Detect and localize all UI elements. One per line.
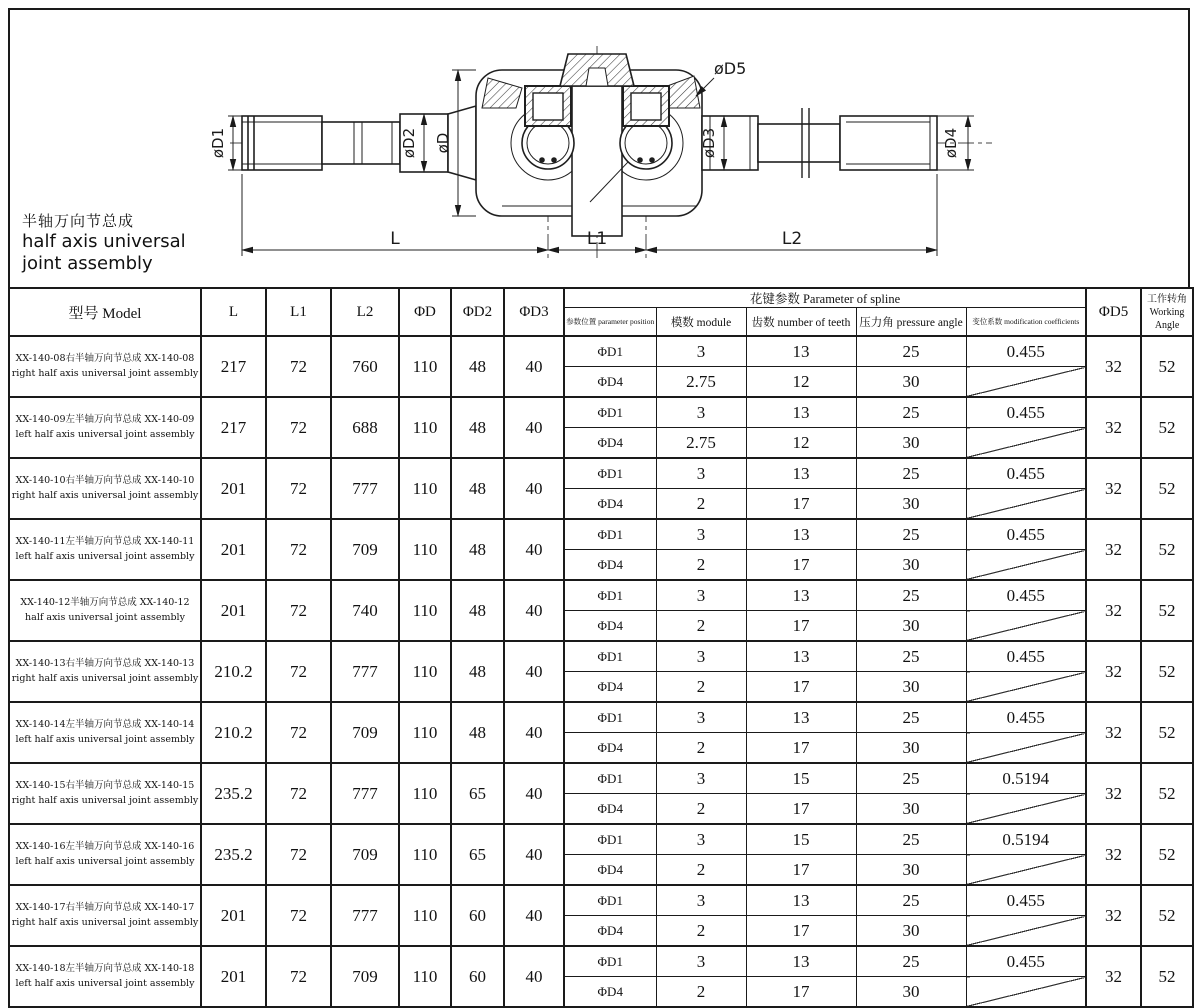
cell-d: 110 [399,336,451,397]
cell-L1: 72 [266,702,331,763]
cell-L2: 709 [331,824,399,885]
cell-module: 2 [656,794,746,825]
drawing-title-en-2: joint assembly [22,253,153,275]
cell-position: ΦD1 [564,824,656,855]
cell-position: ΦD4 [564,916,656,947]
cell-pressure: 25 [856,580,966,611]
cell-L: 201 [201,519,266,580]
cell-L1: 72 [266,946,331,1007]
cell-coeff: 0.5194 [966,763,1086,794]
cell-coeff: 0.455 [966,885,1086,916]
cell-pressure: 25 [856,885,966,916]
cell-L1: 72 [266,397,331,458]
spec-table-body [9,336,1193,1007]
label-L1: L1 [586,229,608,249]
cell-module: 2.75 [656,367,746,398]
cell-angle: 52 [1141,885,1193,946]
cell-pressure: 30 [856,855,966,886]
cell-position: ΦD4 [564,428,656,459]
cell-pressure: 30 [856,794,966,825]
cell-position: ΦD1 [564,641,656,672]
cell-pressure: 30 [856,489,966,520]
cell-d: 110 [399,397,451,458]
cell-coeff: 0.455 [966,519,1086,550]
cell-L2: 709 [331,702,399,763]
cell-d: 110 [399,519,451,580]
cell-d: 110 [399,885,451,946]
cell-position: ΦD4 [564,611,656,642]
cell-L: 201 [201,885,266,946]
cell-teeth: 12 [746,428,856,459]
cell-L1: 72 [266,336,331,397]
cell-position: ΦD4 [564,367,656,398]
model-cell: XX-140-13右半轴万向节总成 XX-140-13 right half axis universal joint assembly [9,641,201,702]
cell-module: 3 [656,702,746,733]
header-pressure-angle: 压力角 pressure angle [856,308,966,337]
cell-module: 3 [656,824,746,855]
cell-teeth: 17 [746,794,856,825]
cell-module: 3 [656,397,746,428]
cell-coeff: 0.455 [966,580,1086,611]
cell-pressure: 25 [856,397,966,428]
label-L2: L2 [781,229,803,249]
cell-d3: 40 [504,397,564,458]
cell-position: ΦD4 [564,489,656,520]
cell-angle: 52 [1141,702,1193,763]
cell-position: ΦD1 [564,763,656,794]
cell-d2: 60 [451,885,504,946]
cell-teeth: 17 [746,672,856,703]
cell-teeth: 13 [746,580,856,611]
cell-L: 210.2 [201,641,266,702]
cell-coeff: 0.455 [966,458,1086,489]
cell-teeth: 13 [746,702,856,733]
header-module: 模数 module [656,308,746,337]
cell-d2: 65 [451,824,504,885]
cell-L: 217 [201,336,266,397]
cell-d2: 48 [451,580,504,641]
cell-L2: 688 [331,397,399,458]
cell-pressure: 30 [856,550,966,581]
cell-d5: 32 [1086,641,1141,702]
cell-pressure: 30 [856,611,966,642]
cell-angle: 52 [1141,824,1193,885]
model-cell: XX-140-08右半轴万向节总成 XX-140-08 right half axis universal joint assembly [9,336,201,397]
cell-teeth: 13 [746,458,856,489]
cell-L: 217 [201,397,266,458]
cell-coeff-slash [966,916,1086,947]
cell-coeff-slash [966,794,1086,825]
cell-d5: 32 [1086,458,1141,519]
cell-module: 2 [656,550,746,581]
cell-d5: 32 [1086,763,1141,824]
table-row [9,458,1193,489]
cell-d3: 40 [504,458,564,519]
cell-coeff: 0.5194 [966,824,1086,855]
label-d3: øD3 [700,127,718,159]
cell-L1: 72 [266,885,331,946]
cell-pressure: 25 [856,702,966,733]
cell-L1: 72 [266,580,331,641]
cell-coeff-slash [966,367,1086,398]
cell-d5: 32 [1086,580,1141,641]
drawing-area [10,10,1190,287]
table-row [9,824,1193,855]
cell-d: 110 [399,458,451,519]
cell-angle: 52 [1141,763,1193,824]
cell-d2: 48 [451,458,504,519]
cell-teeth: 12 [746,367,856,398]
cell-pressure: 30 [856,977,966,1008]
cell-L1: 72 [266,519,331,580]
cell-coeff-slash [966,855,1086,886]
cell-pressure: 25 [856,458,966,489]
header-d5: ΦD5 [1086,288,1141,336]
cell-position: ΦD1 [564,580,656,611]
cell-coeff-slash [966,611,1086,642]
cell-module: 2 [656,672,746,703]
table-row [9,763,1193,794]
cell-L: 201 [201,458,266,519]
cell-module: 3 [656,336,746,367]
cell-position: ΦD4 [564,550,656,581]
cell-teeth: 17 [746,916,856,947]
cell-d3: 40 [504,946,564,1007]
cell-d2: 60 [451,946,504,1007]
cell-d2: 48 [451,702,504,763]
label-d4: øD4 [942,127,960,159]
table-row [9,641,1193,672]
model-cell: XX-140-18左半轴万向节总成 XX-140-18 left half axis universal joint assembly [9,946,201,1007]
cell-pressure: 25 [856,946,966,977]
sheet-frame [8,8,1190,1001]
cell-position: ΦD4 [564,977,656,1008]
cell-L: 201 [201,946,266,1007]
cell-L2: 760 [331,336,399,397]
cell-d3: 40 [504,519,564,580]
cell-position: ΦD4 [564,733,656,764]
table-row [9,702,1193,733]
cell-L2: 777 [331,763,399,824]
cell-angle: 52 [1141,397,1193,458]
cell-d5: 32 [1086,397,1141,458]
header-working-angle [1141,288,1193,336]
table-row [9,946,1193,977]
cell-pressure: 30 [856,916,966,947]
cell-d: 110 [399,824,451,885]
right-shaft [702,108,937,178]
cell-d3: 40 [504,763,564,824]
cell-coeff-slash [966,428,1086,459]
cell-module: 2.75 [656,428,746,459]
header-working-angle-en: Working Angle [1149,306,1185,331]
cell-angle: 52 [1141,458,1193,519]
model-cell: XX-140-17右半轴万向节总成 XX-140-17 right half axis universal joint assembly [9,885,201,946]
cell-teeth: 17 [746,733,856,764]
label-d5: øD5 [714,59,747,78]
cell-d2: 65 [451,763,504,824]
cell-pressure: 30 [856,367,966,398]
cell-L2: 740 [331,580,399,641]
cell-angle: 52 [1141,519,1193,580]
cell-d5: 32 [1086,885,1141,946]
header-param-position: 参数位置 parameter position [564,308,656,337]
table-row [9,580,1193,611]
cell-angle: 52 [1141,946,1193,1007]
cell-d2: 48 [451,397,504,458]
cell-coeff: 0.455 [966,702,1086,733]
cell-module: 2 [656,977,746,1008]
cell-position: ΦD1 [564,397,656,428]
cell-module: 2 [656,611,746,642]
cell-coeff: 0.455 [966,397,1086,428]
header-spline-group: 花键参数 Parameter of spline [564,288,1086,308]
cell-L1: 72 [266,458,331,519]
cell-L2: 777 [331,885,399,946]
cell-teeth: 13 [746,641,856,672]
cell-module: 2 [656,855,746,886]
cell-d3: 40 [504,641,564,702]
header-working-angle-cn: 工作转角 [1147,293,1188,305]
cell-d5: 32 [1086,946,1141,1007]
label-d: øD [434,132,452,154]
cell-L: 201 [201,580,266,641]
model-cell: XX-140-14左半轴万向节总成 XX-140-14 left half axis universal joint assembly [9,702,201,763]
cell-teeth: 17 [746,550,856,581]
label-L: L [390,229,400,249]
model-cell: XX-140-10右半轴万向节总成 XX-140-10 right half axis universal joint assembly [9,458,201,519]
cell-teeth: 17 [746,611,856,642]
cell-pressure: 25 [856,336,966,367]
cell-coeff: 0.455 [966,641,1086,672]
header-model: 型号 Model [9,288,201,336]
cell-d: 110 [399,702,451,763]
header-d3: ΦD3 [504,288,564,336]
cell-pressure: 25 [856,763,966,794]
cell-L1: 72 [266,641,331,702]
header-teeth: 齿数 number of teeth [746,308,856,337]
cell-d: 110 [399,946,451,1007]
cell-d2: 48 [451,519,504,580]
model-cell: XX-140-12半轴万向节总成 XX-140-12 half axis universal joint assembly [9,580,201,641]
label-d2: øD2 [400,127,418,159]
cell-pressure: 25 [856,519,966,550]
label-d1: øD1 [209,127,227,159]
cell-L2: 709 [331,946,399,1007]
spec-table [8,287,1194,1008]
cell-coeff-slash [966,672,1086,703]
cell-d: 110 [399,580,451,641]
cell-teeth: 17 [746,855,856,886]
cell-position: ΦD4 [564,672,656,703]
table-row [9,397,1193,428]
cell-pressure: 25 [856,641,966,672]
model-cell: XX-140-11左半轴万向节总成 XX-140-11 left half axis universal joint assembly [9,519,201,580]
cell-angle: 52 [1141,336,1193,397]
model-cell: XX-140-09左半轴万向节总成 XX-140-09 left half axis universal joint assembly [9,397,201,458]
cell-module: 3 [656,641,746,672]
cell-coeff-slash [966,489,1086,520]
cell-d3: 40 [504,885,564,946]
cell-L: 210.2 [201,702,266,763]
cell-L2: 777 [331,458,399,519]
cell-module: 2 [656,916,746,947]
cell-module: 3 [656,458,746,489]
header-L1: L1 [266,288,331,336]
cell-module: 2 [656,489,746,520]
header-d2: ΦD2 [451,288,504,336]
cell-teeth: 15 [746,763,856,794]
cell-d5: 32 [1086,702,1141,763]
cell-coeff-slash [966,977,1086,1008]
cell-L2: 709 [331,519,399,580]
cell-position: ΦD4 [564,855,656,886]
drawing-title-en-1: half axis universal [22,230,186,252]
cell-teeth: 13 [746,885,856,916]
cell-angle: 52 [1141,580,1193,641]
cell-position: ΦD1 [564,458,656,489]
cell-pressure: 30 [856,672,966,703]
cell-d3: 40 [504,702,564,763]
cell-d2: 48 [451,641,504,702]
cell-coeff-slash [966,550,1086,581]
cell-L1: 72 [266,824,331,885]
cell-teeth: 13 [746,519,856,550]
cell-teeth: 15 [746,824,856,855]
drawing-title [22,212,186,276]
cell-coeff: 0.455 [966,946,1086,977]
cell-position: ΦD1 [564,702,656,733]
cell-pressure: 30 [856,428,966,459]
cell-d3: 40 [504,336,564,397]
cell-d5: 32 [1086,336,1141,397]
table-row [9,336,1193,367]
cell-position: ΦD1 [564,519,656,550]
cell-L: 235.2 [201,763,266,824]
assembly-drawing [10,10,1190,287]
cell-coeff-slash [966,733,1086,764]
cell-L1: 72 [266,763,331,824]
cell-coeff: 0.455 [966,336,1086,367]
cell-L: 235.2 [201,824,266,885]
cell-module: 3 [656,885,746,916]
cell-L2: 777 [331,641,399,702]
cell-angle: 52 [1141,641,1193,702]
cell-teeth: 13 [746,946,856,977]
cell-pressure: 25 [856,824,966,855]
cell-d3: 40 [504,824,564,885]
cell-d2: 48 [451,336,504,397]
header-L2: L2 [331,288,399,336]
cell-d: 110 [399,641,451,702]
cell-pressure: 30 [856,733,966,764]
drawing-title-cn: 半轴万向节总成 [22,212,135,230]
cell-d5: 32 [1086,519,1141,580]
cell-module: 2 [656,733,746,764]
cell-module: 3 [656,580,746,611]
cell-teeth: 17 [746,977,856,1008]
cell-module: 3 [656,946,746,977]
cell-position: ΦD1 [564,946,656,977]
cell-teeth: 13 [746,397,856,428]
model-cell: XX-140-15右半轴万向节总成 XX-140-15 right half axis universal joint assembly [9,763,201,824]
header-d: ΦD [399,288,451,336]
cell-teeth: 17 [746,489,856,520]
cell-d5: 32 [1086,824,1141,885]
cell-module: 3 [656,763,746,794]
cell-module: 3 [656,519,746,550]
table-row [9,885,1193,916]
cell-teeth: 13 [746,336,856,367]
joint-housing [476,54,702,236]
cell-position: ΦD4 [564,794,656,825]
cell-d3: 40 [504,580,564,641]
model-cell: XX-140-16左半轴万向节总成 XX-140-16 left half axis universal joint assembly [9,824,201,885]
cell-d: 110 [399,763,451,824]
cell-position: ΦD1 [564,885,656,916]
header-mod-coeff: 变位系数 modification coefficients [966,308,1086,337]
table-row [9,519,1193,550]
cell-position: ΦD1 [564,336,656,367]
header-L: L [201,288,266,336]
